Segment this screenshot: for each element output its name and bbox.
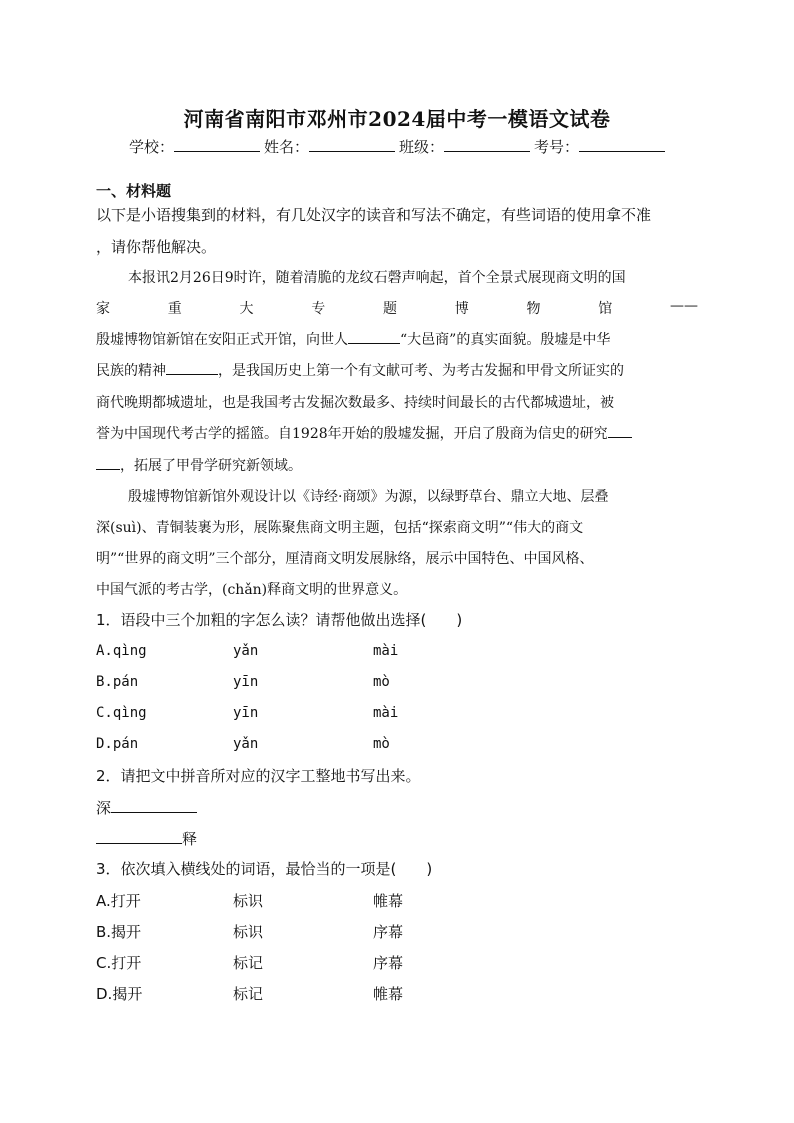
passage-line-spaced [96, 298, 698, 318]
q3-option-a-b: 标识 [233, 892, 264, 910]
intro-line-2: ，请你帮他解决。 [96, 238, 217, 256]
q1-option-a-b: yǎn [233, 643, 259, 659]
fill-blank-2 [166, 361, 218, 375]
q3-option-c-c: 序幕 [373, 954, 404, 972]
passage-line [96, 423, 698, 443]
passage-text: 殷墟博物馆新馆在安阳正式开馆，向世人 [96, 332, 348, 348]
question-1-stem: 1．语段中三个加粗的字怎么读？请帮他做出选择( ) [96, 611, 463, 629]
q2-blank-2[interactable] [96, 829, 182, 844]
q1-option-d-b: yǎn [233, 736, 259, 752]
q1-option-c-c: mài [373, 705, 399, 721]
passage-text: ，拓展了甲骨学研究新领域。 [120, 458, 302, 474]
passage-text: ，是我国历史上第一个有文献可考、为考古发掘和甲骨文所证实的 [218, 363, 624, 379]
q2-char: 深 [96, 799, 112, 817]
q3-option-a-c: 帷幕 [373, 892, 404, 910]
q3-option-c-b: 标记 [233, 954, 264, 972]
q2-char: 释 [182, 830, 198, 848]
q1-option-c-b: yīn [233, 705, 259, 721]
passage-word: —— [670, 298, 698, 314]
q1-option-a-c: mài [373, 643, 399, 659]
q3-option-d-b: 标记 [233, 985, 264, 1003]
class-label: 班级： [399, 138, 445, 156]
q2-answer-line-1[interactable] [96, 797, 197, 818]
passage-word: 大 [239, 301, 254, 317]
q1-option-c[interactable]: C.qìng [96, 705, 147, 721]
q2-answer-line-2[interactable] [96, 828, 197, 849]
question-3-stem: 3．依次填入横线处的词语，最恰当的一项是( ) [96, 860, 433, 878]
passage-line [96, 360, 698, 380]
q1-option-b[interactable]: B.pán [96, 674, 139, 690]
section-heading: 一、材料题 [96, 182, 172, 200]
q3-option-d[interactable]: D.揭开 [96, 985, 143, 1003]
passage-word: 博 [454, 301, 469, 317]
question-2-stem: 2．请把文中拼音所对应的汉字工整地书写出来。 [96, 767, 421, 785]
passage-text: “大邑商”的真实面貌。殷墟是中华 [400, 332, 611, 348]
passage-line [96, 329, 698, 349]
name-label: 姓名： [263, 138, 309, 156]
passage-line: 中国气派的考古学，(chǎn)释商文明的世界意义。 [96, 582, 408, 598]
q3-option-d-c: 帷幕 [373, 985, 404, 1003]
student-info-line [0, 136, 794, 157]
q3-option-c[interactable]: C.打开 [96, 954, 142, 972]
fill-blank-3a [608, 424, 632, 438]
intro-line-1: 以下是小语搜集到的材料，有几处汉字的读音和写法不确定，有些词语的使用拿不准 [96, 206, 652, 224]
exam-no-blank [579, 137, 665, 152]
passage-word: 专 [311, 301, 326, 317]
passage-word: 馆 [598, 301, 613, 317]
school-blank [174, 137, 260, 152]
school-label: 学校： [128, 138, 174, 156]
q1-option-b-b: yīn [233, 674, 259, 690]
passage-line: 深(suì)、青铜装裹为形，展陈聚焦商文明主题，包括“探索商文明”“伟大的商文 [96, 520, 584, 536]
q1-option-a[interactable]: A.qìng [96, 643, 147, 659]
passage-text: 民族的精神 [96, 363, 166, 379]
q3-option-b-b: 标识 [233, 923, 264, 941]
passage-line: 明”“世界的商文明”三个部分，厘清商文明发展脉络，展示中国特色、中国风格、 [96, 551, 594, 567]
q1-option-d-c: mò [373, 736, 390, 752]
passage-word: 家 [96, 301, 110, 317]
passage-text: 誉为中国现代考古学的摇篮。自1928年开始的殷墟发掘，开启了殷商为信史的研究 [96, 426, 608, 442]
q3-option-b-c: 序幕 [373, 923, 404, 941]
passage-line: 商代晚期都城遗址，也是我国考古发掘次数最多、持续时间最长的古代都城遗址，被 [96, 395, 614, 411]
page-title: 河南省南阳市邓州市2024届中考一模语文试卷 [183, 107, 611, 131]
passage-word: 重 [167, 301, 182, 317]
passage-line: 殷墟博物馆新馆外观设计以《诗经·商颂》为源，以绿野草台、鼎立大地、层叠 [128, 489, 609, 505]
passage-word: 题 [383, 301, 397, 317]
fill-blank-3b [96, 456, 120, 470]
exam-no-label: 考号： [534, 138, 580, 156]
q3-option-b[interactable]: B.揭开 [96, 923, 142, 941]
passage-word: 物 [526, 301, 541, 317]
passage-line [96, 455, 698, 475]
class-blank [444, 137, 530, 152]
passage-line: 本报讯2月26日9时许，随着清脆的龙纹石磬声响起，首个全景式展现商文明的国 [128, 270, 626, 286]
q2-blank-1[interactable] [111, 798, 197, 813]
q1-option-b-c: mò [373, 674, 390, 690]
name-blank [309, 137, 395, 152]
q3-option-a[interactable]: A.打开 [96, 892, 141, 910]
fill-blank-1 [348, 330, 400, 344]
q1-option-d[interactable]: D.pán [96, 736, 139, 752]
